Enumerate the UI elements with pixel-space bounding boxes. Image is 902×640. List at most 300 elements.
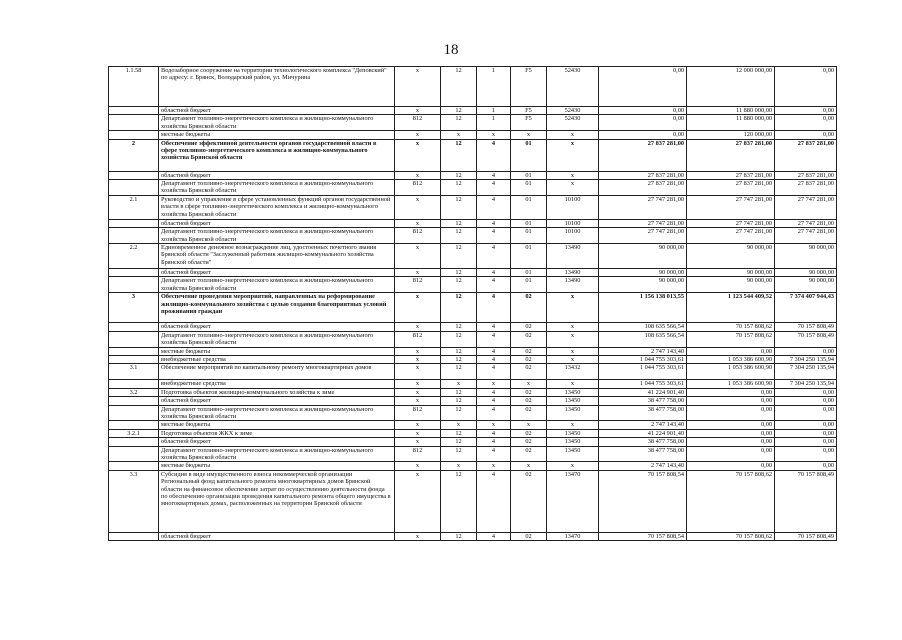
table-row bbox=[109, 364, 837, 380]
value-year-2: 27 747 281,00 bbox=[687, 219, 775, 227]
col-podrazdel: 4 bbox=[477, 347, 511, 355]
col-razdel: x bbox=[441, 131, 477, 139]
value-year-1: 27 837 281,00 bbox=[599, 180, 687, 196]
value-year-1: 41 224 901,40 bbox=[599, 388, 687, 396]
row-code bbox=[109, 405, 159, 421]
col-direction: 13470 bbox=[547, 470, 599, 532]
col-razdel: 12 bbox=[441, 388, 477, 396]
value-year-2: 0,00 bbox=[687, 421, 775, 429]
col-podrazdel: 1 bbox=[477, 115, 511, 131]
row-code: 3.1 bbox=[109, 364, 159, 380]
row-code bbox=[109, 438, 159, 446]
value-year-2: 0,00 bbox=[687, 405, 775, 421]
value-year-2: 0,00 bbox=[687, 347, 775, 355]
table-row bbox=[109, 397, 837, 405]
value-year-3: 27 747 281,00 bbox=[775, 195, 837, 219]
col-podrazdel: 4 bbox=[477, 397, 511, 405]
row-code: 3.2 bbox=[109, 388, 159, 396]
col-razdel: 12 bbox=[441, 470, 477, 532]
col-podrazdel: 4 bbox=[477, 195, 511, 219]
col-podrazdel: x bbox=[477, 131, 511, 139]
table-row bbox=[109, 355, 837, 363]
value-year-3: 27 837 281,00 bbox=[775, 171, 837, 179]
row-code bbox=[109, 446, 159, 462]
table-row bbox=[109, 438, 837, 446]
table-row bbox=[109, 107, 837, 115]
value-year-3: 7 304 250 135,94 bbox=[775, 355, 837, 363]
col-razdel: 12 bbox=[441, 180, 477, 196]
col-program: F5 bbox=[511, 115, 547, 131]
value-year-3: 70 157 808,49 bbox=[775, 470, 837, 532]
col-program: 02 bbox=[511, 323, 547, 331]
row-name: областной бюджет bbox=[159, 171, 395, 179]
value-year-2: 1 053 386 600,90 bbox=[687, 380, 775, 388]
col-direction: 13450 bbox=[547, 405, 599, 421]
value-year-2: 27 747 281,00 bbox=[687, 195, 775, 219]
col-gp: 812 bbox=[395, 115, 441, 131]
value-year-1: 70 157 808,54 bbox=[599, 532, 687, 540]
budget-table bbox=[108, 66, 837, 541]
col-razdel: 12 bbox=[441, 277, 477, 293]
value-year-1: 70 157 808,54 bbox=[599, 470, 687, 532]
value-year-1: 2 747 143,40 bbox=[599, 462, 687, 470]
table-row bbox=[109, 228, 837, 244]
col-razdel: 12 bbox=[441, 228, 477, 244]
col-direction: x bbox=[547, 331, 599, 347]
value-year-1: 0,00 bbox=[599, 115, 687, 131]
value-year-3: 0,00 bbox=[775, 388, 837, 396]
col-razdel: x bbox=[441, 462, 477, 470]
col-program: 02 bbox=[511, 438, 547, 446]
col-gp: 812 bbox=[395, 180, 441, 196]
col-gp: x bbox=[395, 131, 441, 139]
row-name: областной бюджет bbox=[159, 107, 395, 115]
value-year-3: 0,00 bbox=[775, 131, 837, 139]
col-program: 02 bbox=[511, 532, 547, 540]
value-year-3: 0,00 bbox=[775, 429, 837, 437]
col-program: 01 bbox=[511, 219, 547, 227]
table-row bbox=[109, 323, 837, 331]
col-podrazdel: 4 bbox=[477, 323, 511, 331]
row-name: областной бюджет bbox=[159, 532, 395, 540]
table-row bbox=[109, 115, 837, 131]
col-gp: x bbox=[395, 462, 441, 470]
col-razdel: 12 bbox=[441, 438, 477, 446]
row-code bbox=[109, 180, 159, 196]
col-gp: x bbox=[395, 323, 441, 331]
row-name: Департамент топливно-энергетического комплекса и жилищно-коммунального хозяйства Брянской области bbox=[159, 446, 395, 462]
col-direction: 52430 bbox=[547, 107, 599, 115]
col-podrazdel: 4 bbox=[477, 355, 511, 363]
value-year-1: 2 747 143,40 bbox=[599, 421, 687, 429]
row-code bbox=[109, 421, 159, 429]
col-direction: x bbox=[547, 421, 599, 429]
table-row bbox=[109, 470, 837, 532]
col-gp: x bbox=[395, 139, 441, 171]
col-program: 01 bbox=[511, 171, 547, 179]
col-gp: 812 bbox=[395, 277, 441, 293]
col-podrazdel: x bbox=[477, 380, 511, 388]
col-podrazdel: 4 bbox=[477, 293, 511, 323]
value-year-2: 1 053 386 600,90 bbox=[687, 364, 775, 380]
value-year-2: 70 157 808,62 bbox=[687, 323, 775, 331]
value-year-1: 0,00 bbox=[599, 67, 687, 107]
col-podrazdel: 4 bbox=[477, 269, 511, 277]
col-gp: x bbox=[395, 269, 441, 277]
row-name: внебюджетные средства bbox=[159, 355, 395, 363]
col-direction: 13450 bbox=[547, 388, 599, 396]
col-gp: x bbox=[395, 107, 441, 115]
row-name: Обеспечение эффективной деятельности органов государственной власти в сфере топливно-энергетического комплекса и жилищно-коммунального хозяйства Брянской области bbox=[159, 139, 395, 171]
col-podrazdel: 4 bbox=[477, 139, 511, 171]
row-name: местные бюджеты bbox=[159, 462, 395, 470]
table-row bbox=[109, 219, 837, 227]
col-direction: x bbox=[547, 171, 599, 179]
col-program: x bbox=[511, 380, 547, 388]
value-year-1: 0,00 bbox=[599, 131, 687, 139]
col-razdel: 12 bbox=[441, 347, 477, 355]
col-gp: 812 bbox=[395, 228, 441, 244]
value-year-2: 0,00 bbox=[687, 438, 775, 446]
table-row bbox=[109, 331, 837, 347]
col-razdel: 12 bbox=[441, 364, 477, 380]
value-year-2: 70 157 808,62 bbox=[687, 532, 775, 540]
table-row bbox=[109, 347, 837, 355]
col-podrazdel: 4 bbox=[477, 171, 511, 179]
col-razdel: 12 bbox=[441, 405, 477, 421]
table-row bbox=[109, 269, 837, 277]
row-code bbox=[109, 277, 159, 293]
value-year-2: 0,00 bbox=[687, 397, 775, 405]
col-program: 02 bbox=[511, 331, 547, 347]
col-gp: x bbox=[395, 397, 441, 405]
col-podrazdel: x bbox=[477, 462, 511, 470]
col-razdel: x bbox=[441, 380, 477, 388]
col-razdel: 12 bbox=[441, 446, 477, 462]
col-program: 02 bbox=[511, 293, 547, 323]
value-year-3: 27 747 281,00 bbox=[775, 219, 837, 227]
col-razdel: 12 bbox=[441, 219, 477, 227]
value-year-3: 0,00 bbox=[775, 438, 837, 446]
row-name: Департамент топливно-энергетического комплекса и жилищно-коммунального хозяйства Брянской области bbox=[159, 115, 395, 131]
col-gp: 812 bbox=[395, 331, 441, 347]
row-name: Субсидия в виде имущественного взноса некоммерческой организации Региональный фонд капитального ремонта многоквартирных домов Брянской области на финансовое обеспечение затрат по осуществлению деятельности фонда по обеспечению организации проведения капитального ремонта общего имущества в многоквартирных домах, расположенных на территории Брянской области bbox=[159, 470, 395, 532]
col-program: x bbox=[511, 462, 547, 470]
col-podrazdel: 4 bbox=[477, 446, 511, 462]
col-program: F5 bbox=[511, 107, 547, 115]
row-name: Единовременное денежное вознаграждение лиц, удостоенных почетного звания Брянской области "Заслуженный работник жилищно-коммунального хозяйства Брянской области" bbox=[159, 244, 395, 269]
table-row bbox=[109, 195, 837, 219]
col-razdel: 12 bbox=[441, 429, 477, 437]
row-name: местные бюджеты bbox=[159, 421, 395, 429]
col-program: 02 bbox=[511, 388, 547, 396]
col-gp: x bbox=[395, 195, 441, 219]
row-code: 3 bbox=[109, 293, 159, 323]
col-direction: 10100 bbox=[547, 195, 599, 219]
col-direction: 13450 bbox=[547, 438, 599, 446]
col-program: F5 bbox=[511, 67, 547, 107]
value-year-1: 90 000,00 bbox=[599, 269, 687, 277]
value-year-2: 11 880 000,00 bbox=[687, 107, 775, 115]
col-gp: x bbox=[395, 380, 441, 388]
col-gp: x bbox=[395, 429, 441, 437]
col-direction: 13470 bbox=[547, 532, 599, 540]
table-row bbox=[109, 421, 837, 429]
value-year-1: 1 044 755 303,61 bbox=[599, 355, 687, 363]
value-year-2: 11 880 000,00 bbox=[687, 115, 775, 131]
col-program: 02 bbox=[511, 446, 547, 462]
col-podrazdel: 4 bbox=[477, 388, 511, 396]
col-gp: x bbox=[395, 347, 441, 355]
value-year-3: 0,00 bbox=[775, 107, 837, 115]
value-year-1: 38 477 758,00 bbox=[599, 397, 687, 405]
table-row bbox=[109, 405, 837, 421]
table-row bbox=[109, 171, 837, 179]
col-razdel: 12 bbox=[441, 293, 477, 323]
row-code bbox=[109, 397, 159, 405]
col-podrazdel: 4 bbox=[477, 180, 511, 196]
row-name: областной бюджет bbox=[159, 269, 395, 277]
value-year-3: 27 837 281,00 bbox=[775, 180, 837, 196]
col-razdel: 12 bbox=[441, 244, 477, 269]
value-year-1: 90 000,00 bbox=[599, 277, 687, 293]
row-code bbox=[109, 380, 159, 388]
row-name: Обеспечение проведения мероприятий, направленных на реформирование жилищно-коммунального хозяйства с целью создания благоприятных условий проживания граждан bbox=[159, 293, 395, 323]
row-name: Департамент топливно-энергетического комплекса и жилищно-коммунального хозяйства Брянской области bbox=[159, 405, 395, 421]
row-name: областной бюджет bbox=[159, 219, 395, 227]
col-razdel: 12 bbox=[441, 532, 477, 540]
value-year-3: 0,00 bbox=[775, 462, 837, 470]
value-year-2: 70 157 808,62 bbox=[687, 470, 775, 532]
value-year-2: 0,00 bbox=[687, 462, 775, 470]
table-row bbox=[109, 244, 837, 269]
row-code bbox=[109, 269, 159, 277]
row-code: 3.3 bbox=[109, 470, 159, 532]
col-razdel: 12 bbox=[441, 139, 477, 171]
table-row bbox=[109, 388, 837, 396]
col-gp: x bbox=[395, 219, 441, 227]
col-direction: 13450 bbox=[547, 446, 599, 462]
row-code: 2.1 bbox=[109, 195, 159, 219]
col-razdel: 12 bbox=[441, 397, 477, 405]
row-name: Департамент топливно-энергетического комплекса и жилищно-коммунального хозяйства Брянской области bbox=[159, 228, 395, 244]
col-program: 02 bbox=[511, 347, 547, 355]
value-year-2: 27 837 281,00 bbox=[687, 171, 775, 179]
col-gp: x bbox=[395, 355, 441, 363]
value-year-3: 0,00 bbox=[775, 405, 837, 421]
value-year-2: 27 747 281,00 bbox=[687, 228, 775, 244]
value-year-1: 27 747 281,00 bbox=[599, 219, 687, 227]
col-podrazdel: 4 bbox=[477, 364, 511, 380]
row-code bbox=[109, 532, 159, 540]
row-code bbox=[109, 219, 159, 227]
col-direction: x bbox=[547, 347, 599, 355]
row-code bbox=[109, 331, 159, 347]
row-code bbox=[109, 115, 159, 131]
row-code bbox=[109, 131, 159, 139]
row-name: Руководство и управление в сфере установленных функций органов государственной власти в сфере топливно-энергетического комплекса и жилищно-коммунального хозяйства Брянской области bbox=[159, 195, 395, 219]
value-year-3: 0,00 bbox=[775, 347, 837, 355]
row-code bbox=[109, 107, 159, 115]
value-year-3: 90 000,00 bbox=[775, 244, 837, 269]
col-podrazdel: 4 bbox=[477, 405, 511, 421]
col-direction: 13490 bbox=[547, 269, 599, 277]
table-row bbox=[109, 139, 837, 171]
col-podrazdel: 1 bbox=[477, 107, 511, 115]
col-gp: x bbox=[395, 171, 441, 179]
row-name: областной бюджет bbox=[159, 323, 395, 331]
value-year-3: 7 374 407 944,43 bbox=[775, 293, 837, 323]
value-year-3: 0,00 bbox=[775, 67, 837, 107]
value-year-3: 90 000,00 bbox=[775, 277, 837, 293]
value-year-3: 90 000,00 bbox=[775, 269, 837, 277]
value-year-1: 27 747 281,00 bbox=[599, 195, 687, 219]
value-year-1: 38 477 758,00 bbox=[599, 405, 687, 421]
col-program: 01 bbox=[511, 139, 547, 171]
value-year-1: 108 635 566,54 bbox=[599, 331, 687, 347]
col-direction: x bbox=[547, 131, 599, 139]
col-razdel: 12 bbox=[441, 171, 477, 179]
value-year-1: 38 477 758,00 bbox=[599, 446, 687, 462]
col-gp: 812 bbox=[395, 405, 441, 421]
row-code bbox=[109, 171, 159, 179]
col-direction: x bbox=[547, 323, 599, 331]
value-year-2: 90 000,00 bbox=[687, 277, 775, 293]
value-year-1: 38 477 758,00 bbox=[599, 438, 687, 446]
page-number: 18 bbox=[443, 42, 459, 58]
value-year-1: 90 000,00 bbox=[599, 244, 687, 269]
row-code: 3.2.1 bbox=[109, 429, 159, 437]
value-year-3: 70 157 808,49 bbox=[775, 532, 837, 540]
col-podrazdel: 4 bbox=[477, 532, 511, 540]
table-row bbox=[109, 67, 837, 107]
table-row bbox=[109, 532, 837, 540]
col-direction: 13450 bbox=[547, 397, 599, 405]
col-gp: x bbox=[395, 293, 441, 323]
value-year-2: 0,00 bbox=[687, 446, 775, 462]
col-direction: x bbox=[547, 293, 599, 323]
col-podrazdel: 1 bbox=[477, 67, 511, 107]
value-year-2: 0,00 bbox=[687, 429, 775, 437]
col-podrazdel: 4 bbox=[477, 331, 511, 347]
col-direction: 10100 bbox=[547, 219, 599, 227]
row-code: 2 bbox=[109, 139, 159, 171]
col-podrazdel: 4 bbox=[477, 228, 511, 244]
value-year-1: 27 837 281,00 bbox=[599, 171, 687, 179]
value-year-2: 120 000,00 bbox=[687, 131, 775, 139]
row-name: внебюджетные средства bbox=[159, 380, 395, 388]
col-gp: x bbox=[395, 438, 441, 446]
value-year-3: 0,00 bbox=[775, 397, 837, 405]
value-year-3: 0,00 bbox=[775, 421, 837, 429]
row-name: областной бюджет bbox=[159, 438, 395, 446]
value-year-1: 108 635 566,54 bbox=[599, 323, 687, 331]
col-program: 01 bbox=[511, 228, 547, 244]
col-gp: 812 bbox=[395, 446, 441, 462]
table-row bbox=[109, 462, 837, 470]
row-code: 2.2 bbox=[109, 244, 159, 269]
col-direction: 52430 bbox=[547, 67, 599, 107]
value-year-2: 27 837 281,00 bbox=[687, 180, 775, 196]
table-row bbox=[109, 277, 837, 293]
value-year-2: 90 000,00 bbox=[687, 244, 775, 269]
col-gp: x bbox=[395, 364, 441, 380]
col-program: x bbox=[511, 421, 547, 429]
value-year-3: 70 157 808,49 bbox=[775, 331, 837, 347]
value-year-2: 70 157 808,62 bbox=[687, 331, 775, 347]
col-razdel: 12 bbox=[441, 269, 477, 277]
col-razdel: 12 bbox=[441, 67, 477, 107]
col-program: x bbox=[511, 131, 547, 139]
row-name: Подготовка объектов жилищно-коммунального хозяйства к зиме bbox=[159, 388, 395, 396]
col-direction: 52430 bbox=[547, 115, 599, 131]
col-program: 01 bbox=[511, 180, 547, 196]
col-podrazdel: 4 bbox=[477, 244, 511, 269]
value-year-3: 70 157 808,49 bbox=[775, 323, 837, 331]
col-razdel: x bbox=[441, 421, 477, 429]
col-razdel: 12 bbox=[441, 355, 477, 363]
col-podrazdel: x bbox=[477, 421, 511, 429]
col-program: 01 bbox=[511, 277, 547, 293]
col-gp: x bbox=[395, 388, 441, 396]
col-gp: x bbox=[395, 67, 441, 107]
col-direction: x bbox=[547, 380, 599, 388]
col-razdel: 12 bbox=[441, 323, 477, 331]
row-code bbox=[109, 347, 159, 355]
value-year-2: 0,00 bbox=[687, 388, 775, 396]
row-name: Водозаборное сооружение на территории технологического комплекса "Деповский" по адресу: г. Брянск, Володарский район, ул. Мичурина bbox=[159, 67, 395, 107]
col-program: 01 bbox=[511, 244, 547, 269]
value-year-2: 90 000,00 bbox=[687, 269, 775, 277]
col-direction: 13490 bbox=[547, 277, 599, 293]
value-year-3: 0,00 bbox=[775, 446, 837, 462]
col-podrazdel: 4 bbox=[477, 429, 511, 437]
table-row bbox=[109, 446, 837, 462]
col-direction: x bbox=[547, 180, 599, 196]
col-program: 02 bbox=[511, 364, 547, 380]
col-razdel: 12 bbox=[441, 115, 477, 131]
col-direction: 13490 bbox=[547, 244, 599, 269]
col-podrazdel: 4 bbox=[477, 470, 511, 532]
row-name: областной бюджет bbox=[159, 397, 395, 405]
col-gp: x bbox=[395, 244, 441, 269]
row-code bbox=[109, 462, 159, 470]
col-direction: 13450 bbox=[547, 429, 599, 437]
table-row bbox=[109, 293, 837, 323]
value-year-1: 41 224 901,40 bbox=[599, 429, 687, 437]
row-name: Департамент топливно-энергетического комплекса и жилищно-коммунального хозяйства Брянской области bbox=[159, 331, 395, 347]
col-direction: 13432 bbox=[547, 364, 599, 380]
row-name: местные бюджеты bbox=[159, 347, 395, 355]
value-year-3: 27 837 281,00 bbox=[775, 139, 837, 171]
col-program: 02 bbox=[511, 355, 547, 363]
value-year-2: 27 837 281,00 bbox=[687, 139, 775, 171]
col-gp: x bbox=[395, 421, 441, 429]
value-year-1: 1 044 755 303,61 bbox=[599, 364, 687, 380]
col-program: 01 bbox=[511, 269, 547, 277]
value-year-1: 1 156 138 013,55 bbox=[599, 293, 687, 323]
col-direction: 10100 bbox=[547, 228, 599, 244]
value-year-3: 0,00 bbox=[775, 115, 837, 131]
col-program: 02 bbox=[511, 397, 547, 405]
col-podrazdel: 4 bbox=[477, 438, 511, 446]
col-razdel: 12 bbox=[441, 195, 477, 219]
value-year-1: 0,00 bbox=[599, 107, 687, 115]
row-code bbox=[109, 355, 159, 363]
col-gp: x bbox=[395, 532, 441, 540]
value-year-3: 7 304 250 135,94 bbox=[775, 380, 837, 388]
col-podrazdel: 4 bbox=[477, 277, 511, 293]
